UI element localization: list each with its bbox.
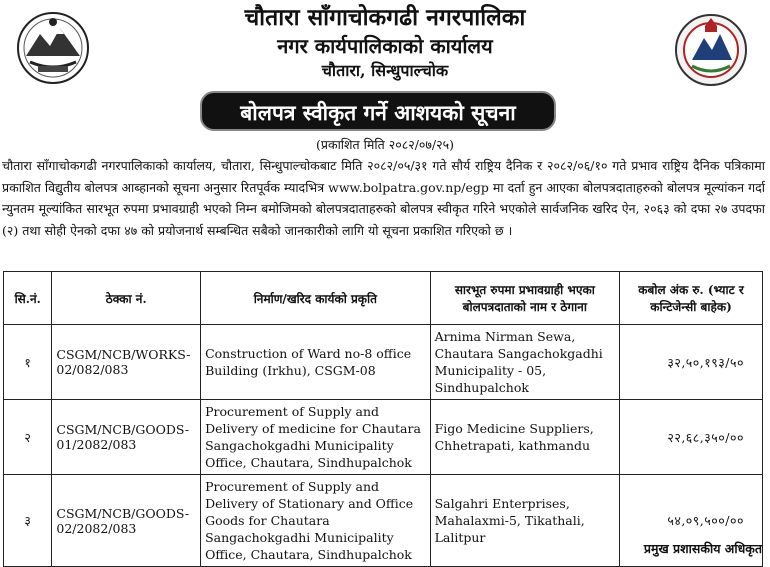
col-header-nature: निर्माण/खरिद कार्यको प्रकृति (201, 272, 431, 325)
published-date: (प्रकाशित मिति २०८२/०७/२५) (315, 137, 454, 152)
cell-contract: CSGM/NCB/WORKS-02/082/083 (52, 325, 201, 400)
cell-contract: CSGM/NCB/GOODS-01/2082/083 (52, 400, 201, 475)
cell-sn: २ (4, 400, 52, 475)
cell-nature: Procurement of Supply and Delivery of Stationary and Office Goods for Chautara Sangachokgadhi Municipality Office, Chautara, Sindhupalchok (201, 475, 431, 567)
table-row (4, 325, 763, 400)
bid-acceptance-table (3, 271, 763, 567)
cell-amount: ५४,०९,५००/०० (620, 475, 763, 567)
table-header-row (4, 272, 763, 325)
cell-amount: ३२,५०,१९३/५० (620, 325, 763, 400)
cell-bidder: Figo Medicine Suppliers, Chhetrapati, kathmandu (430, 400, 619, 475)
municipality-name: चौतारा साँगाचोकगढी नगरपालिका (244, 4, 526, 31)
cell-bidder: Salgahri Enterprises, Mahalaxmi-5, Tikathali, Lalitpur (430, 475, 619, 567)
cell-sn: ३ (4, 475, 52, 567)
signatory-title: प्रमुख प्रशासकीय अधिकृत (643, 541, 762, 556)
cell-nature: Construction of Ward no-8 office Building (Irkhu), CSGM-08 (201, 325, 431, 400)
office-address: चौतारा, सिन्धुपाल्चोक (321, 61, 449, 80)
notice-title-banner: बोलपत्र स्वीकृत गर्ने आशयको सूचना (200, 91, 556, 131)
cell-nature: Procurement of Supply and Delivery of medicine for Chautara Sangachokgadhi Municipality Office, Chautara, Sindhupalchok (201, 400, 431, 475)
cell-sn: १ (4, 325, 52, 400)
col-header-contract: ठेक्का नं. (52, 272, 201, 325)
cell-contract: CSGM/NCB/GOODS-02/2082/083 (52, 475, 201, 567)
table-row (4, 400, 763, 475)
office-name: नगर कार्यपालिकाको कार्यालय (277, 34, 493, 58)
col-header-bidder: सारभूत रुपमा प्रभावग्राही भएका बोलपत्रदाताको नाम र ठेगाना (430, 272, 619, 325)
col-header-sn: सि.नं. (4, 272, 52, 325)
cell-amount: २२,६८,३५०/०० (620, 400, 763, 475)
col-header-amount: कबोल अंक रु. (भ्याट र कन्टिजेन्सी बाहेक) (620, 272, 763, 325)
notice-body: चौतारा साँगाचोकगढी नगरपालिकाको कार्यालय, चौतारा, सिन्धुपाल्चोकबाट मिति २०८२/०५/३१ गते सौर्य राष्ट्रिय दैनिक र २०८२/०६/१० गते प्रभाव राष्ट्रिय दैनिक पत्रिकामा प्रकाशित विद्युतीय बोलपत्र आब्हानको सूचना अनुसार रितपूर्वक म्यादभित्र www.bolpatra.gov.np/egp मा दर्ता हुन आएका बोलपत्रदाताहरुको बोलपत्र मूल्यांकन गर्दा न्युनतम मूल्यांकित सारभूत रुपमा प्रभावग्राही भएको निम्न बमोजिमको बोलपत्रदाताहरुको बोलपत्र स्वीकृत गरिने भएकोले सार्वजनिक खरिद ऐन, २०६३ को दफा २७ उपदफा (२) तथा सोही ऐनको दफा ४७ को प्रयोजनार्थ सम्बन्धित सबैको जानकारीको लागि यो सूचना प्रकाशित गरिएको छ । (2, 158, 765, 238)
cell-bidder: Arnima Nirman Sewa, Chautara Sangachokgadhi Municipality - 05, Sindhupalchok (430, 325, 619, 400)
